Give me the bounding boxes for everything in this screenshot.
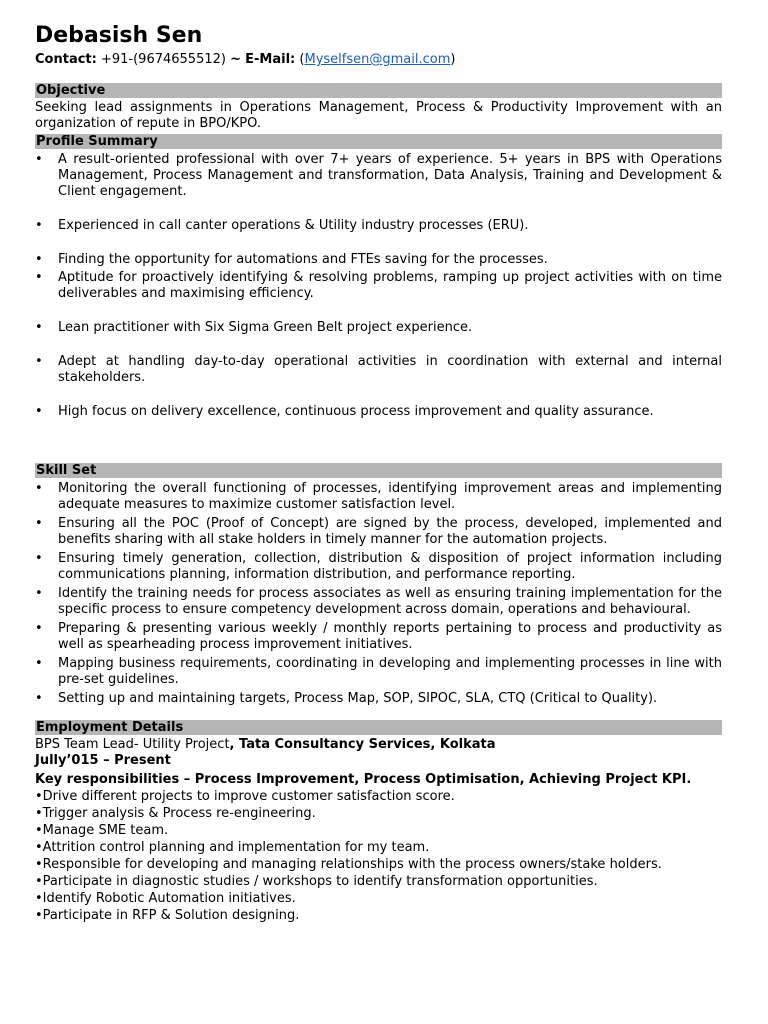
contact-line bbox=[35, 51, 722, 69]
contact-label: Contact: bbox=[35, 52, 97, 67]
list-item: • Mapping business requirements, coordinating in developing and implementing processes in line with pre-set guidelines. bbox=[35, 656, 722, 688]
list-item: •Trigger analysis & Process re-engineering. bbox=[35, 806, 316, 821]
list-item: •Manage SME team. bbox=[35, 823, 169, 838]
skill-set-heading: Skill Set bbox=[35, 463, 722, 478]
list-item: • Ensuring all the POC (Proof of Concept) are signed by the process, developed, implemented and benefits sharing with all stake holders in timely manner for the automation projects. bbox=[35, 516, 722, 548]
objective-heading: Objective bbox=[35, 83, 722, 98]
list-item: • A result-oriented professional with over 7+ years of experience. 5+ years in BPS with Operations Management, Process Management and transformation, Data Analysis, Training and Development & Client engagement. bbox=[35, 152, 722, 200]
profile-summary-heading: Profile Summary bbox=[35, 134, 722, 149]
profile-summary-list bbox=[35, 152, 722, 420]
email-open-paren: ( bbox=[299, 52, 305, 67]
contact-separator: ~ bbox=[230, 52, 242, 67]
list-item: • Lean practitioner with Six Sigma Green Belt project experience. bbox=[35, 320, 722, 336]
skill-set-list bbox=[35, 481, 722, 707]
phone-number: +91-(9674655512) bbox=[100, 52, 226, 67]
list-item: •Attrition control planning and implementation for my team. bbox=[35, 840, 430, 855]
list-item: • Aptitude for proactively identifying & resolving problems, ramping up project activities with on time deliverables and maximising efficiency. bbox=[35, 270, 722, 302]
resume-page bbox=[35, 22, 722, 924]
key-responsibilities: Key responsibilities – Process Improvement, Process Optimisation, Achieving Project KPI. bbox=[35, 772, 692, 787]
role-title: BPS Team Lead- Utility Project bbox=[35, 737, 230, 752]
list-item: • Identify the training needs for process associates as well as ensuring training implementation for the specific process to ensure competency development across domain, operations and behavioural. bbox=[35, 586, 722, 618]
list-item: • Finding the opportunity for automations and FTEs saving for the processes. bbox=[35, 252, 722, 268]
list-item: •Identify Robotic Automation initiatives. bbox=[35, 891, 296, 906]
email-link[interactable]: Myselfsen@gmail.com bbox=[304, 52, 451, 67]
role-company: , Tata Consultancy Services, Kolkata bbox=[229, 737, 496, 752]
list-item: •Responsible for developing and managing relationships with the process owners/stake holders. bbox=[35, 857, 662, 872]
email-close-paren: ) bbox=[450, 52, 456, 67]
list-item: • Setting up and maintaining targets, Process Map, SOP, SIPOC, SLA, CTQ (Critical to Quality). bbox=[35, 691, 722, 707]
employment-dates: Jully’015 – Present bbox=[35, 753, 171, 768]
responsibilities-list bbox=[35, 788, 722, 924]
candidate-name: Debasish Sen bbox=[35, 23, 203, 48]
email-label: E-Mail: bbox=[245, 52, 296, 67]
role-line bbox=[35, 737, 722, 753]
list-item: • Ensuring timely generation, collection, distribution & disposition of project information including communications planning, information distribution, and performance reporting. bbox=[35, 551, 722, 583]
list-item: •Drive different projects to improve customer satisfaction score. bbox=[35, 789, 455, 804]
list-item: • Preparing & presenting various weekly / monthly reports pertaining to process and productivity as well as spearheading process improvement initiatives. bbox=[35, 621, 722, 653]
list-item: • Adept at handling day-to-day operational activities in coordination with external and internal stakeholders. bbox=[35, 354, 722, 386]
list-item: •Participate in diagnostic studies / workshops to identify transformation opportunities. bbox=[35, 874, 598, 889]
list-item: • Monitoring the overall functioning of processes, identifying improvement areas and implementing adequate measures to maximize customer satisfaction level. bbox=[35, 481, 722, 513]
list-item: • High focus on delivery excellence, continuous process improvement and quality assurance. bbox=[35, 404, 722, 420]
list-item: • Experienced in call canter operations & Utility industry processes (ERU). bbox=[35, 218, 722, 234]
employment-heading: Employment Details bbox=[35, 720, 722, 735]
list-item: •Participate in RFP & Solution designing. bbox=[35, 908, 300, 923]
objective-text: Seeking lead assignments in Operations Management, Process & Productivity Improvement with an organization of repute in BPO/KPO. bbox=[35, 100, 722, 131]
